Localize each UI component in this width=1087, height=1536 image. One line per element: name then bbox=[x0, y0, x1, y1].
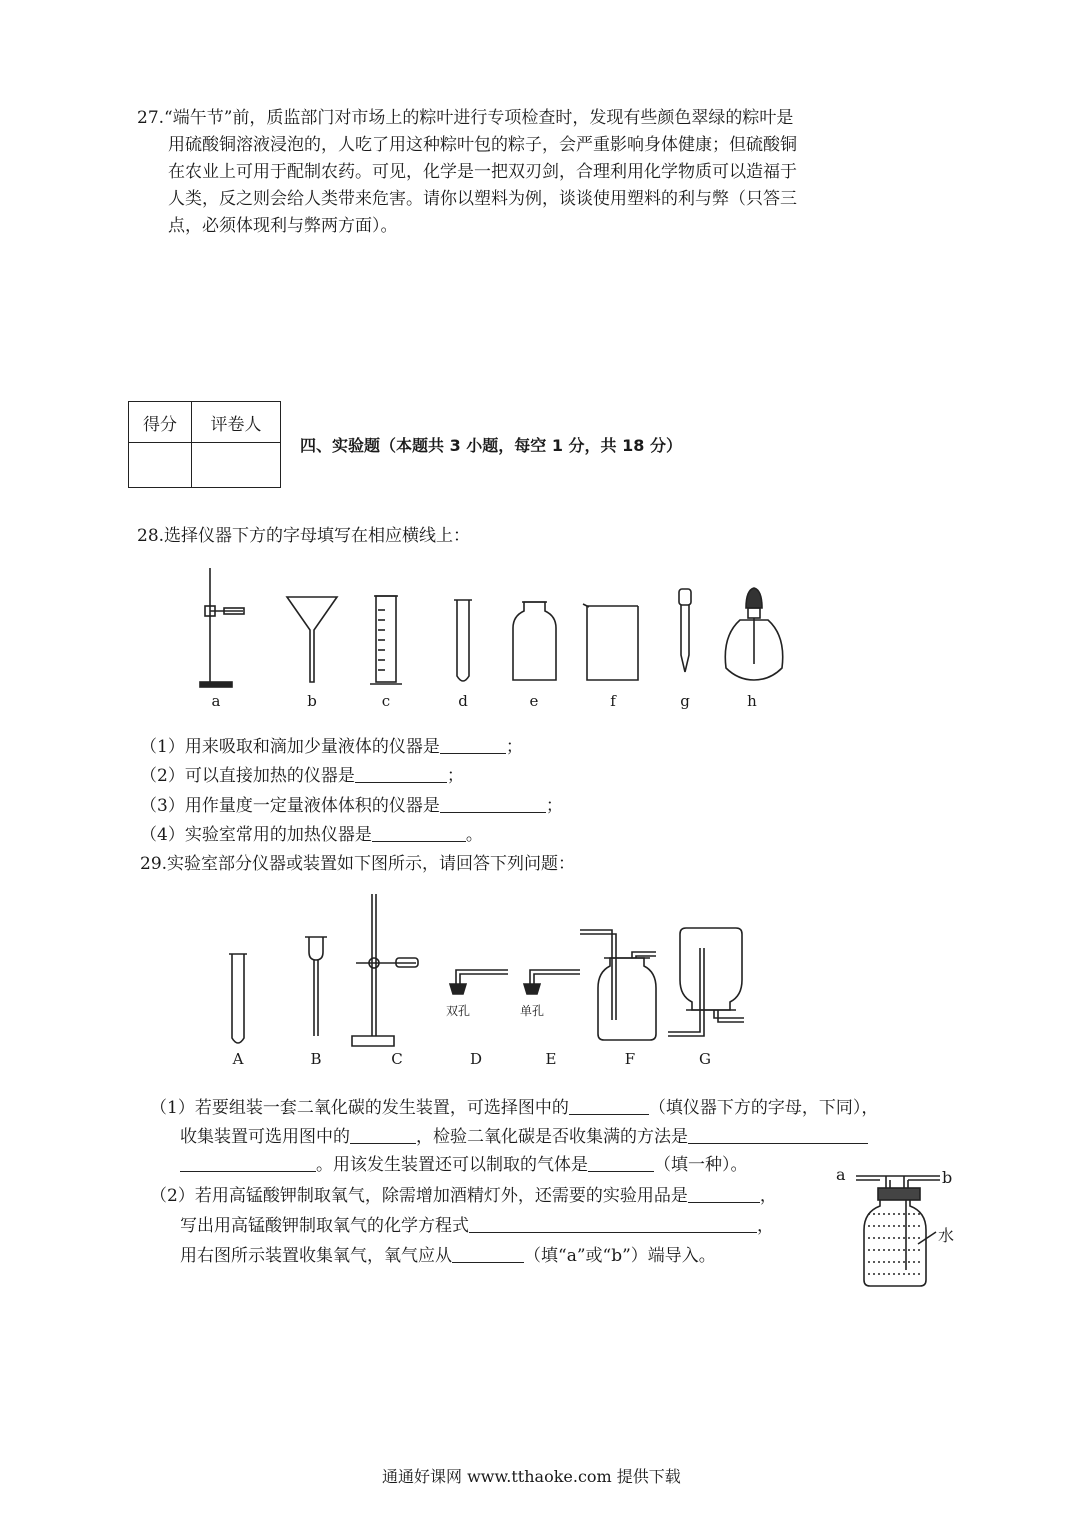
q28-item-1-end: ； bbox=[505, 737, 523, 757]
q29-p2-l1a: （2）若用高锰酸钾制取氧气，除需增加酒精灯外，还需要的实验用品是 bbox=[150, 1186, 688, 1206]
q28-item-4-text: （4）实验室常用的加热仪器是 bbox=[140, 825, 372, 845]
section-title: 四、实验题（本题共 3 小题，每空 1 分，共 18 分） bbox=[300, 436, 682, 455]
iron-stand-a bbox=[200, 568, 244, 687]
q27-line-2: 用硫酸铜溶液浸泡的，人吃了用这种粽叶包的粽子，会严重影响身体健康；但硫酸铜 bbox=[168, 135, 797, 155]
q28-blank-1[interactable] bbox=[440, 735, 506, 754]
q29-blank-1[interactable] bbox=[569, 1096, 649, 1115]
gas-bottle-F bbox=[580, 930, 656, 1040]
label-d: d bbox=[458, 692, 468, 710]
stopper-single-label: 单孔 bbox=[520, 1004, 545, 1018]
q28-item-3-end: ； bbox=[545, 796, 563, 816]
q27-line-1: 27.“端午节”前，质监部门对市场上的粽叶进行专项检查时，发现有些颜色翠绿的粽叶是 bbox=[137, 108, 794, 128]
q29-p1-line3 bbox=[180, 1153, 748, 1177]
label-E: E bbox=[545, 1050, 557, 1068]
stopper-double-label: 双孔 bbox=[446, 1004, 471, 1018]
label-h: h bbox=[747, 692, 757, 710]
label-f: f bbox=[610, 692, 616, 710]
q29-blank-4[interactable] bbox=[180, 1153, 316, 1172]
q29-blank-7[interactable] bbox=[469, 1214, 757, 1233]
bottle-port-a: a bbox=[836, 1165, 846, 1184]
label-a: a bbox=[211, 692, 221, 710]
funnel-b bbox=[287, 597, 337, 682]
q27-line-3: 在农业上可用于配制农药。可见，化学是一把双刃剑，合理利用化学物质可以造福于 bbox=[168, 162, 797, 182]
q27-line-4: 人类，反之则会给人类带来危害。请你以塑料为例，谈谈使用塑料的利与弊（只答三 bbox=[168, 189, 797, 209]
q27-line-5: 点，必须体现利与弊两方面）。 bbox=[168, 216, 398, 236]
iron-stand-C bbox=[352, 894, 418, 1046]
bottle-water-label: 水 bbox=[938, 1226, 955, 1245]
q28-stem: 28.选择仪器下方的字母填写在相应横线上： bbox=[137, 526, 471, 546]
q28-item-2 bbox=[140, 764, 464, 788]
q29-p1-l3b: （填一种）。 bbox=[654, 1155, 748, 1175]
label-A: A bbox=[232, 1050, 244, 1068]
q28-blank-4[interactable] bbox=[372, 823, 466, 842]
label-e: e bbox=[529, 692, 539, 710]
q29-blank-3[interactable] bbox=[688, 1125, 868, 1144]
q29-p1-l1b: （填仪器下方的字母，下同）， bbox=[648, 1098, 879, 1118]
q29-blank-6[interactable] bbox=[688, 1184, 760, 1203]
q29-blank-2[interactable] bbox=[350, 1125, 416, 1144]
label-G: G bbox=[699, 1050, 711, 1068]
combustion-spoon-B bbox=[305, 937, 327, 1036]
q29-p1-line1 bbox=[150, 1096, 878, 1120]
q28-blank-3[interactable] bbox=[440, 794, 546, 813]
dropper-g bbox=[679, 589, 691, 672]
q28-item-1-text: （1）用来吸取和滴加少量液体的仪器是 bbox=[140, 737, 440, 757]
test-tube-A bbox=[229, 954, 247, 1043]
test-tube-d bbox=[454, 600, 472, 681]
reagent-bottle-e bbox=[513, 602, 556, 680]
alcohol-lamp-h bbox=[725, 588, 782, 680]
label-b: b bbox=[307, 692, 317, 710]
footer-text: 通通好课网 www.tthaoke.com 提供下载 bbox=[382, 1467, 681, 1486]
label-F: F bbox=[624, 1050, 636, 1068]
q29-p2-l2a: 写出用高锰酸钾制取氧气的化学方程式 bbox=[180, 1216, 469, 1236]
q28-item-1 bbox=[140, 735, 523, 759]
q29-blank-5[interactable] bbox=[588, 1153, 654, 1172]
q29-p1-line2 bbox=[180, 1125, 868, 1149]
grader-header: 评卷人 bbox=[192, 402, 281, 443]
q28-item-4-end: 。 bbox=[465, 825, 483, 845]
single-hole-stopper-E bbox=[524, 970, 580, 994]
q29-blank-8[interactable] bbox=[452, 1244, 524, 1263]
label-c: c bbox=[381, 692, 391, 710]
q29-p2-line1 bbox=[150, 1184, 777, 1208]
q28-item-2-text: （2）可以直接加热的仪器是 bbox=[140, 766, 355, 786]
q28-item-3-text: （3）用作量度一定量液体体积的仪器是 bbox=[140, 796, 440, 816]
q29-p2-l3a: 用右图所示装置收集氧气，氧气应从 bbox=[180, 1246, 452, 1266]
q29-p2-line3 bbox=[180, 1244, 716, 1268]
q28-blank-2[interactable] bbox=[355, 764, 447, 783]
label-D: D bbox=[469, 1050, 483, 1068]
q29-p2-line2 bbox=[180, 1214, 774, 1238]
graduated-cylinder-c bbox=[370, 596, 402, 684]
label-B: B bbox=[310, 1050, 322, 1068]
q29-p1-l2b: ，检验二氧化碳是否收集满的方法是 bbox=[416, 1127, 688, 1147]
q29-p2-l3b: （填“a”或“b”）端导入。 bbox=[524, 1246, 716, 1266]
q29-stem: 29.实验室部分仪器或装置如下图所示，请回答下列问题： bbox=[140, 854, 576, 874]
q29-p1-l1a: （1）若要组装一套二氧化碳的发生装置，可选择图中的 bbox=[150, 1098, 569, 1118]
q29-p2-l1b: ， bbox=[759, 1186, 777, 1206]
q28-item-4 bbox=[140, 823, 483, 847]
q29-p1-l2a: 收集装置可选用图中的 bbox=[180, 1127, 350, 1147]
inverted-bottle-G bbox=[668, 928, 744, 1036]
q28-item-2-end: ； bbox=[446, 766, 464, 786]
bottle-port-b: b bbox=[942, 1168, 953, 1187]
label-C: C bbox=[391, 1050, 403, 1068]
double-hole-stopper-D bbox=[450, 970, 508, 994]
collection-bottle bbox=[856, 1176, 940, 1286]
score-header: 得分 bbox=[129, 402, 192, 443]
q29-p2-l2b: ， bbox=[757, 1216, 774, 1236]
label-g: g bbox=[680, 692, 690, 710]
q28-item-3 bbox=[140, 794, 563, 818]
q29-p1-l3a: 。用该发生装置还可以制取的气体是 bbox=[316, 1155, 588, 1175]
beaker-f bbox=[583, 604, 638, 680]
